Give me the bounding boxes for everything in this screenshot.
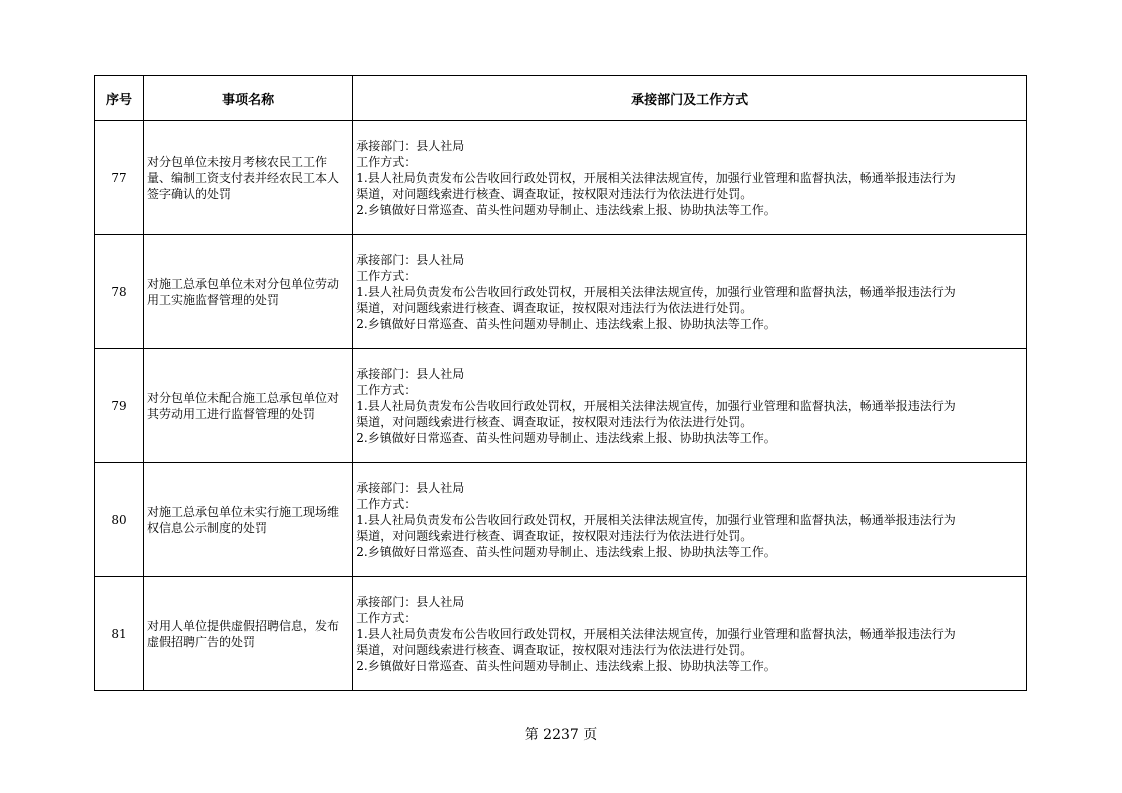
header-department-method: 承接部门及工作方式 xyxy=(353,76,1027,121)
row-serial-number: 80 xyxy=(95,463,144,577)
row-serial-number: 81 xyxy=(95,577,144,691)
row-item-name: 对分包单位未按月考核农民工工作量、编制工资支付表并经农民工本人签字确认的处罚 xyxy=(144,121,353,235)
table-row xyxy=(95,577,1027,691)
table-row xyxy=(95,235,1027,349)
method-label: 工作方式： xyxy=(356,496,417,511)
method-item-1-cont: 渠道，对问题线索进行核查、调查取证，按权限对违法行为依法进行处罚。 xyxy=(356,300,753,315)
table-row xyxy=(95,121,1027,235)
row-serial-number: 78 xyxy=(95,235,144,349)
method-item-2: 2.乡镇做好日常巡查、苗头性问题劝导制止、违法线索上报、协助执法等工作。 xyxy=(356,544,776,559)
row-item-name: 对分包单位未配合施工总承包单位对其劳动用工进行监督管理的处罚 xyxy=(144,349,353,463)
department-line: 承接部门：县人社局 xyxy=(356,480,465,495)
row-department-method xyxy=(353,349,1027,463)
method-item-1: 1.县人社局负责发布公告收回行政处罚权，开展相关法律法规宣传，加强行业管理和监督执法，畅通举报违法行为 xyxy=(356,512,956,527)
method-item-1-cont: 渠道，对问题线索进行核查、调查取证，按权限对违法行为依法进行处罚。 xyxy=(356,414,753,429)
method-label: 工作方式： xyxy=(356,610,417,625)
header-serial-number: 序号 xyxy=(95,76,144,121)
department-line: 承接部门：县人社局 xyxy=(356,252,465,267)
method-item-1-cont: 渠道，对问题线索进行核查、调查取证，按权限对违法行为依法进行处罚。 xyxy=(356,186,753,201)
page-number: 第 2237 页 xyxy=(524,727,598,743)
department-line: 承接部门：县人社局 xyxy=(356,138,465,153)
row-item-name: 对施工总承包单位未对分包单位劳动用工实施监督管理的处罚 xyxy=(144,235,353,349)
row-department-method xyxy=(353,121,1027,235)
method-item-1-cont: 渠道，对问题线索进行核查、调查取证，按权限对违法行为依法进行处罚。 xyxy=(356,642,753,657)
method-item-2: 2.乡镇做好日常巡查、苗头性问题劝导制止、违法线索上报、协助执法等工作。 xyxy=(356,316,776,331)
table-row xyxy=(95,463,1027,577)
header-item-name: 事项名称 xyxy=(144,76,353,121)
method-item-1: 1.县人社局负责发布公告收回行政处罚权，开展相关法律法规宣传，加强行业管理和监督执法，畅通举报违法行为 xyxy=(356,284,956,299)
table-row xyxy=(95,349,1027,463)
department-line: 承接部门：县人社局 xyxy=(356,366,465,381)
method-item-2: 2.乡镇做好日常巡查、苗头性问题劝导制止、违法线索上报、协助执法等工作。 xyxy=(356,658,776,673)
department-line: 承接部门：县人社局 xyxy=(356,594,465,609)
method-label: 工作方式： xyxy=(356,382,417,397)
table-header-row xyxy=(95,76,1027,121)
row-department-method xyxy=(353,463,1027,577)
row-department-method xyxy=(353,235,1027,349)
method-item-1-cont: 渠道，对问题线索进行核查、调查取证，按权限对违法行为依法进行处罚。 xyxy=(356,528,753,543)
method-item-1: 1.县人社局负责发布公告收回行政处罚权，开展相关法律法规宣传，加强行业管理和监督执法，畅通举报违法行为 xyxy=(356,398,956,413)
matters-table xyxy=(94,75,1027,691)
method-item-1: 1.县人社局负责发布公告收回行政处罚权，开展相关法律法规宣传，加强行业管理和监督执法，畅通举报违法行为 xyxy=(356,626,956,641)
method-item-2: 2.乡镇做好日常巡查、苗头性问题劝导制止、违法线索上报、协助执法等工作。 xyxy=(356,202,776,217)
method-label: 工作方式： xyxy=(356,268,417,283)
row-serial-number: 77 xyxy=(95,121,144,235)
row-department-method xyxy=(353,577,1027,691)
method-label: 工作方式： xyxy=(356,154,417,169)
method-item-2: 2.乡镇做好日常巡查、苗头性问题劝导制止、违法线索上报、协助执法等工作。 xyxy=(356,430,776,445)
row-item-name: 对用人单位提供虚假招聘信息，发布虚假招聘广告的处罚 xyxy=(144,577,353,691)
row-item-name: 对施工总承包单位未实行施工现场维权信息公示制度的处罚 xyxy=(144,463,353,577)
method-item-1: 1.县人社局负责发布公告收回行政处罚权，开展相关法律法规宣传，加强行业管理和监督执法，畅通举报违法行为 xyxy=(356,170,956,185)
row-serial-number: 79 xyxy=(95,349,144,463)
